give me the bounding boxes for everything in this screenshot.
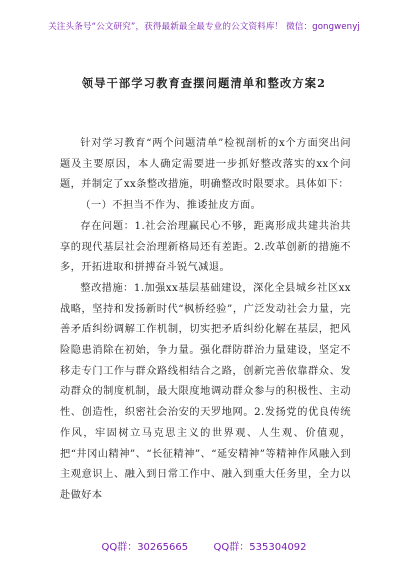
contact-footer: QQ群：30265665 QQ群：535304092 (101, 542, 307, 553)
measures-paragraph: 整改措施：1.加强xx基层基础建设，深化全县城乡社区xx战略，坚持和发扬新时代“枫桥经验”，广泛发动社会力量，完善矛盾纠纷调解工作机制，切实把矛盾纠纷化解在基层，把风险隐患消除在初始，争力量。强化群防群治力量建设，坚定不移走专门工作与群众路线相结合之路，创新完善依靠群众、发动群众的制度机制，最大限度地调动群众参与的积极性、主动性、创造性，织密社会治安的天罗地网。2.发扬党的优良传统作风，牢固树立马克思主义的世界观、人生观、价值观，把“井冈山精神”、“长征精神”、“延安精神”等精神作风融入到主观意识上、融入到日常工作中、融入到重大任务里，全力以赴做好本 (60, 282, 351, 501)
document-title: 领导干部学习教育查摆问题清单和整改方案2 (81, 76, 327, 90)
intro-paragraph: 针对学习教育“两个问题清单”检视剖析的x个方面突出问题及主要原因，本人确定需要进一步抓好整改落实的xx个问题，并制定了xx条整改措施，明确整改时限要求。具体如下： (60, 138, 351, 191)
document-body (60, 134, 351, 507)
problems-paragraph: 存在问题：1.社会治理赢民心不够，距离形成共建共治共享的现代基层社会治理新格局还有差距。2.改革创新的措施不多，开拓进取和拼搏奋斗锐气减退。 (60, 220, 351, 274)
section-heading: （一）不担当不作为、推诿扯皮方面。 (80, 200, 262, 212)
promo-header: 关注头条号“公文研究”，获得最新最全最专业的公文资料库！ 微信：gongwenyj (48, 22, 360, 32)
